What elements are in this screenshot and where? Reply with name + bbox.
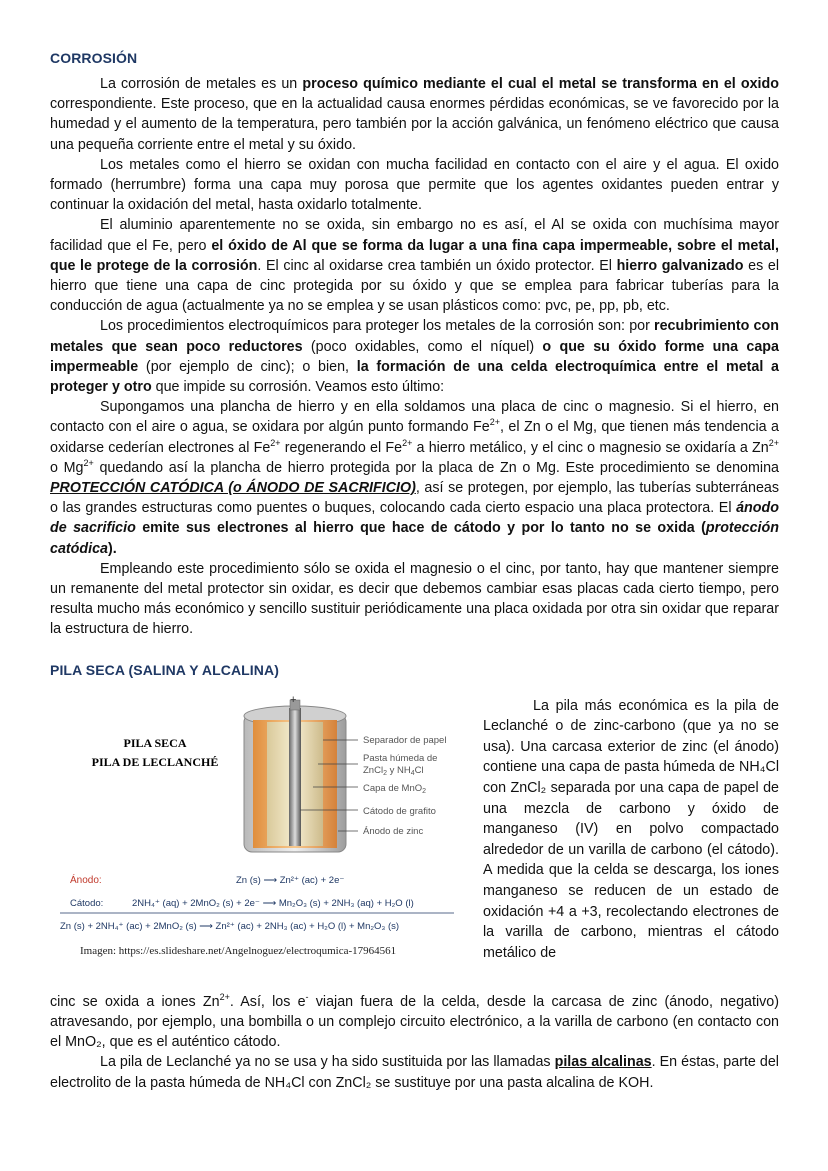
cathodic-protection-term: PROTECCIÓN CATÓDICA (o ÁNODO DE SACRIFICIO) bbox=[50, 480, 416, 497]
leclanche-cell-figure bbox=[50, 696, 460, 992]
leclanche-description: La pila más económica es la pila de Leclanché o de zinc-carbono (que ya no se usa). Una carcasa exterior de zinc (el ánodo) contiene una capa de pasta húmeda de NH₄Cl con ZnCl₂ separada por una capa de papel de una mezcla de carbono y óxido de manganeso (IV) en polvo compactado alrededor de un varilla de carbono (el cátodo). A medida que la celda se descarga, los iones manganeso se reducen de un estado de oxidación +4 a +3, recolectando electrones de la varilla de carbono, mientras el cátodo metálico de bbox=[483, 697, 779, 961]
section-title-corrosion: CORROSIÓN bbox=[50, 50, 138, 66]
paragraph-1: La corrosión de metales es un proceso químico mediante el cual el metal se transforma en el oxido correspondiente. Este proceso, que en la actualidad causa enormes pérdidas económicas, se ve favorecido por la humedad y el aumento de la temperatura, pero también por la acción galvánica, un fenómeno eléctrico que causa una pequeña corriente entre el metal y su óxido. bbox=[50, 76, 779, 153]
section-title-dry-cell: PILA SECA (SALINA Y ALCALINA) bbox=[50, 661, 279, 678]
image-source: Imagen: https://es.slideshare.net/Angelnoguez/electroqumica-17964561 bbox=[80, 944, 397, 957]
figure-title-1: PILA SECA bbox=[123, 735, 187, 750]
document-page bbox=[50, 50, 779, 1093]
anode-label: Ánodo: bbox=[70, 874, 102, 886]
paragraph-6: Empleando este procedimiento sólo se oxida el magnesio o el cinc, por tanto, hay que mantener siempre un remanente del metal protector sin oxidar, es decir que debemos cambiar esas placas cada cierto tiempo, pero resulta mucho más económico y sencillo sustituir periódicamente una placa oxidada por otra sin oxidar que reparar la estructura de hierro. bbox=[50, 560, 779, 638]
paragraph-8: La pila de Leclanché ya no se usa y ha sido sustituida por las llamadas pilas alcalinas. En éstas, parte del electrolito de la pasta húmeda de NH₄Cl con ZnCl₂ se sustituye por una pasta alcalina de KOH. bbox=[50, 1054, 779, 1091]
label-mno2-layer: Capa de MnO$_2$ bbox=[363, 782, 427, 795]
alkaline-batteries-term: pilas alcalinas bbox=[554, 1054, 652, 1071]
paragraph-2: Los metales como el hierro se oxidan con mucha facilidad en contacto con el aire y el agua. El oxido formado (herrumbre) forma una capa muy porosa que permite que los agentes oxidantes pueden entrar y continuar la oxidación del metal, hasta oxidarlo totalmente. bbox=[50, 156, 779, 214]
figure-title-2: PILA DE LECLANCHÉ bbox=[91, 754, 219, 769]
label-graphite-cathode: Cátodo de grafito bbox=[363, 805, 436, 817]
dry-cell-section bbox=[50, 696, 779, 992]
battery-illustration bbox=[244, 696, 346, 852]
label-moist-paste: Pasta húmeda de bbox=[363, 752, 438, 764]
positive-terminal-sign: + bbox=[290, 695, 297, 706]
label-paper-separator: Separador de papel bbox=[363, 734, 447, 746]
label-paste-composition: ZnCl$_2$ y $NH_4Cl$ bbox=[363, 764, 424, 777]
overall-equation: Zn (s) + 2NH₄⁺ (ac) + 2MnO₂ (s) ⟶ Zn²⁺ (ac) + 2NH₃ (ac) + H₂O (l) + Mn₂O₃ (s) bbox=[60, 920, 400, 932]
cathode-label: Cátodo: bbox=[70, 897, 104, 909]
anode-equation: Zn (s) ⟶ Zn²⁺ (ac) + 2e⁻ bbox=[236, 874, 345, 886]
label-zinc-anode: Ánodo de zinc bbox=[363, 825, 424, 837]
paragraph-5: Supongamos una plancha de hierro y en ella soldamos una placa de cinc o magnesio. Si el hierro, en contacto con el aire o agua, se oxidara por algún punto formando $Fe^{2+}$, el Zn o el Mg, que tienen más tendencia a oxidarse cederían electrones al $Fe^{2+}$ regenerando el $Fe^{2+}$ a hierro metálico, y el cinc o magnesio se oxidaría a $Zn^{2+}$ o $Mg^{2+}$ quedando así la plancha de hierro protegida por la placa de Zn o Mg. Este procedimiento se denomina PROTECCIÓN CATÓDICA (o ÁNODO DE SACRIFICIO), así se protegen, por ejemplo, las tuberías subterráneas o las grandes estructuras como puentes o buques, colocando cada cierto espacio una placa protectora. El ánodo de sacrificio emite sus electrones al hierro que hace de cátodo y por lo tanto no se oxida (protección catódica). bbox=[50, 399, 780, 557]
paragraph-7: cinc se oxida a iones $Zn^{2+}$. Así, los e- viajan fuera de la celda, desde la carcasa de zinc (ánodo, negativo) atravesando, por ejemplo, una bombilla o un complejo circuito electrónico, a la varilla de carbono (en contacto con el MnO₂, que es el auténtico cátodo. bbox=[50, 991, 779, 1051]
paragraph-3: El aluminio aparentemente no se oxida, sin embargo no es así, el Al se oxida con muchísima mayor facilidad que el Fe, pero el óxido de Al que se forma da lugar a una fina capa impermeable, sobre el metal, que le protege de la corrosión. El cinc al oxidarse crea también un óxido protector. El hierro galvanizado es el hierro que tiene una capa de cinc protegida por su óxido y que se emplea para fabricar tuberías para la conducción de agua (actualmente ya no se emplea y se usan plásticos como: pvc, pe, pp, pb, etc. bbox=[50, 217, 779, 315]
cathode-equation: 2NH₄⁺ (aq) + 2MnO₂ (s) + 2e⁻ ⟶ Mn₂O₃ (s) + 2NH₃ (aq) + H₂O (l) bbox=[132, 897, 414, 909]
paragraph-4: Los procedimientos electroquímicos para proteger los metales de la corrosión son: por recubrimiento con metales que sean poco reductores (poco oxidables, como el níquel) o que su óxido forme una capa impermeable (por ejemplo de cinc); o bien, la formación de una celda electroquímica entre el metal a proteger y otro que impide su corrosión. Veamos esto último: bbox=[50, 318, 779, 396]
